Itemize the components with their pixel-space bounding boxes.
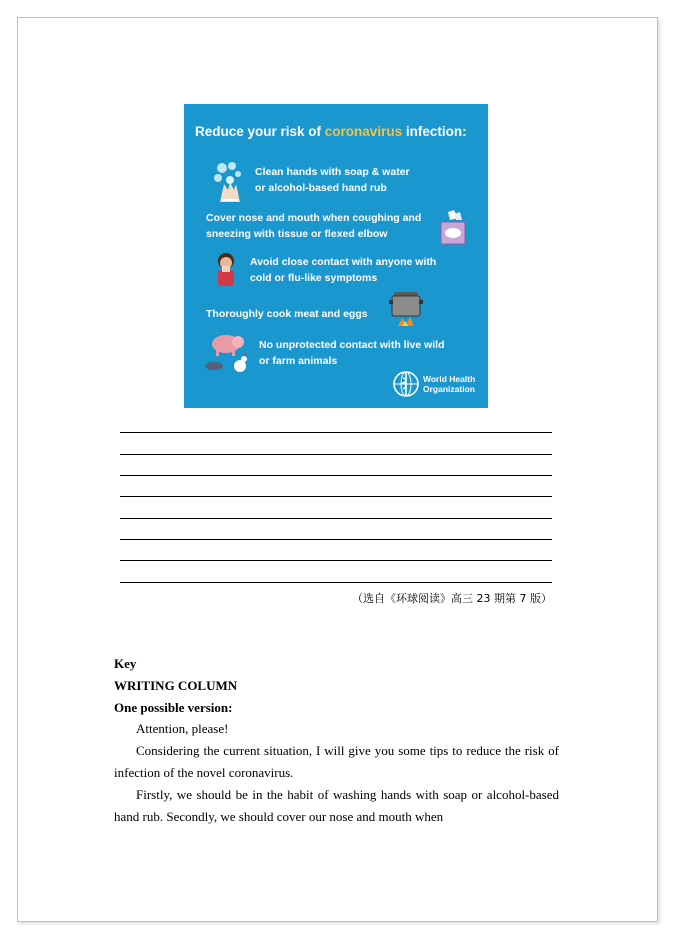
who-logo [392,370,475,398]
answer-paragraph: Considering the current situation, I will give you some tips to reduce the risk of infection of the novel coronavirus. [114,743,559,780]
version-label: One possible version: [114,700,233,715]
who-poster [184,104,488,408]
writing-column-heading: WRITING COLUMN [114,678,238,693]
who-logo-icon [392,370,420,398]
tip-cook-meat: Thoroughly cook meat and eggs [206,308,368,320]
answer-line [120,560,552,561]
answer-paragraph: Attention, please! [136,721,229,736]
poster-title: Reduce your risk of coronavirus infection: [195,124,467,139]
answer-line [120,432,552,433]
tip-clean-hands: Clean hands with soap & water or alcohol-based hand rub [255,166,410,194]
answer-line [120,539,552,540]
answer-line [120,496,552,497]
answer-line [120,475,552,476]
who-name-line-1: World Health [423,374,476,384]
answer-line [120,582,552,583]
tissue-box-icon [438,208,468,248]
source-note: （选自《环球阅读》高三 23 期第 7 版） [352,592,552,605]
answer-line [120,454,552,455]
answer-line [120,518,552,519]
sick-person-icon [214,252,238,288]
who-name-line-2: Organization [423,384,475,394]
handwash-icon [210,160,250,204]
tip-no-animal-contact: No unprotected contact with live wild or farm animals [259,339,445,367]
animals-icon [204,332,252,376]
key-heading: Key [114,656,137,671]
answer-paragraph: Firstly, we should be in the habit of washing hands with soap or alcohol-based hand rub. Secondly, we should cover our nose and mouth when [114,787,559,824]
tip-cover-nose: Cover nose and mouth when coughing and sneezing with tissue or flexed elbow [206,212,422,240]
cooking-pot-icon [388,290,424,328]
tip-avoid-contact: Avoid close contact with anyone with cold or flu-like symptoms [250,256,437,284]
